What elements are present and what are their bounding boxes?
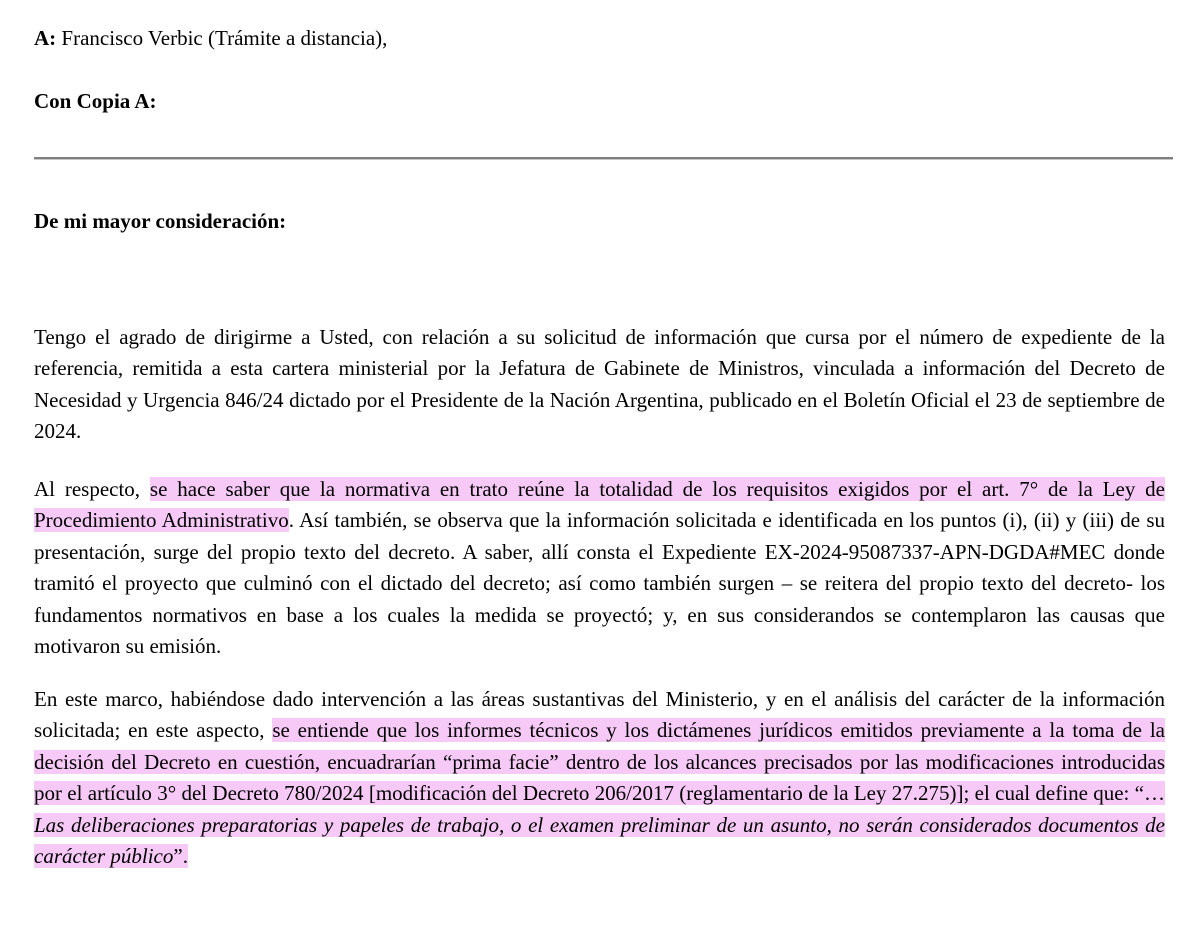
cc-line: Con Copia A:: [34, 89, 157, 113]
paragraph-analysis: [34, 684, 1165, 872]
paragraph-intro: Tengo el agrado de dirigirme a Usted, con relación a su solicitud de información que cursa por el número de expediente de la referencia, remitida a esta cartera ministerial por la Jefatura de Gabinete de Ministros, vinculada a información del Decreto de Necesidad y Urgencia 846/24 dictado por el Presidente de la Nación Argentina, publicado en el Boletín Oficial el 23 de septiembre de 2024.: [34, 325, 1165, 444]
highlighted-requirements: se hace saber que la normativa en trato reúne la totalidad de los requisitos exigidos por el art. 7° de la Ley de Procedimiento Administrativo: [34, 477, 1165, 533]
paragraph-requirements-rest: . Así también, se observa que la información solicitada e identificada en los puntos (i), (ii) y (iii) de su presentación, surge del propio texto del decreto. A saber, allí consta el Expediente EX-2024-95087337-APN-DGDA#MEC donde tramitó el proyecto que culminó con el dictado del decreto; así como también surgen – se reitera del propio texto del decreto- los fundamentos normativos en base a los cuales la medida se proyectó; y, en sus considerandos se contemplaron las causas que motivaron su emisión.: [34, 508, 1165, 659]
paragraph-requirements-intro: Al respecto,: [34, 477, 150, 501]
recipient-line: [34, 24, 387, 52]
highlighted-analysis: se entiende que los informes técnicos y los dictámenes jurídicos emitidos previamente a la toma de la decisión del Decreto en cuestión, encuadrarían “prima facie” dentro de los alcances precisados por las modificaciones introducidas por el artículo 3° del Decreto 780/2024 [modificación del Decreto 206/2017 (reglamentario de la Ley 27.275)]; el cual define que: “…: [34, 718, 1165, 806]
paragraph-requirements: [34, 474, 1165, 662]
highlighted-quote: Las deliberaciones preparatorias y papeles de trabajo, o el examen preliminar de un asunto, no serán considerados documentos de carácter público: [34, 812, 1165, 869]
recipient-label: A:: [34, 26, 57, 50]
salutation: De mi mayor consideración:: [34, 209, 287, 233]
highlighted-quote-close: ”.: [173, 844, 188, 869]
document-page: [34, 0, 1165, 928]
recipient-value: Francisco Verbic (Trámite a distancia),: [61, 26, 388, 50]
divider: [34, 157, 1173, 159]
paragraph-analysis-intro: En este marco, habiéndose dado intervención a las áreas sustantivas del Ministerio, y en el análisis del carácter de la información solicitada; en este aspecto,: [34, 687, 1165, 743]
